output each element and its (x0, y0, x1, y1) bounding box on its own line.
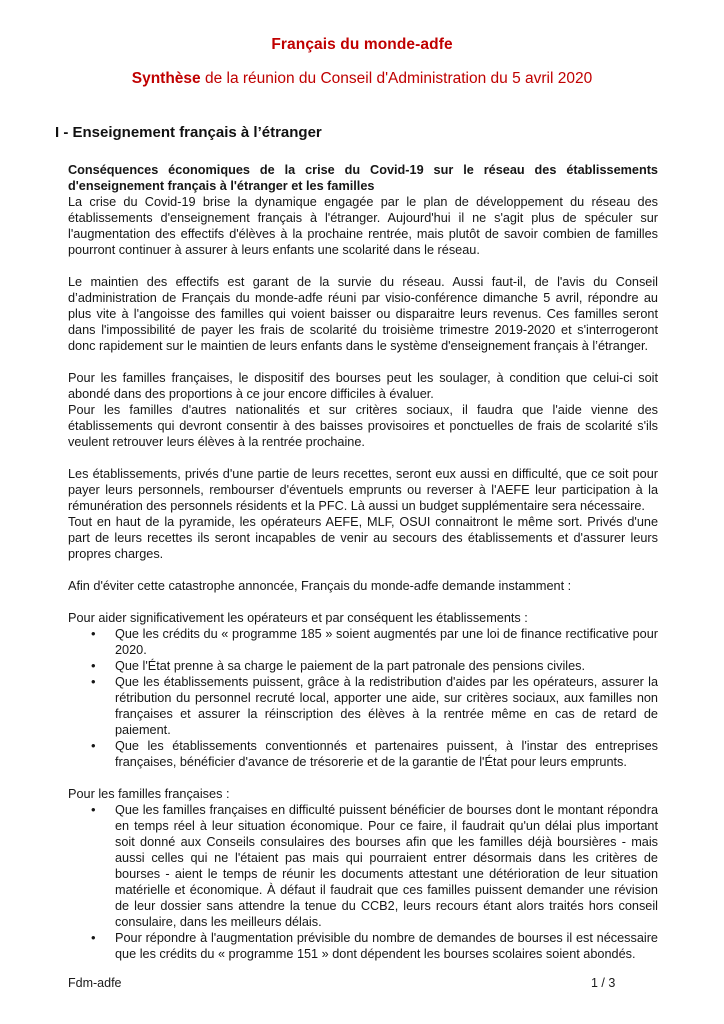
paragraph-familles-francaises-bourses: Pour les familles françaises, le dispositif des bourses peut les soulager, à condition que celui-ci soit abondé dans des proportions à ce jour encore difficiles à évaluer. (68, 371, 658, 401)
bullet-item: • Que les établissements puissent, grâce à la redistribution d'aides par les opérateurs, assurer la rétribution du personnel recruté local, apporter une aide, sur critères sociaux, aux familles non françaises et assurer la réinscription des élèves à la rentrée même en cas de retard de paiement. (115, 674, 658, 738)
paragraph-demande-instamment: Afin d'éviter cette catastrophe annoncée, Français du monde-adfe demande instamment : (68, 579, 572, 593)
paragraph-familles-autres-nationalites: Pour les familles d'autres nationalités et sur critères sociaux, il faudra que l'aide vienne des établissements qui devront consentir à des baisses provisoires et ponctuelles de frais de scolarité s'ils veulent retrouver leurs élèves à la rentrée prochaine. (68, 403, 658, 449)
document-body (68, 162, 658, 962)
paragraph-families-intro: Pour les familles françaises : (68, 787, 230, 801)
paragraph-intro-heading: Conséquences économiques de la crise du Covid-19 sur le réseau des établissements d'enseignement français à l'étranger et les familles (68, 163, 658, 193)
section-heading: I - Enseignement français à l’étranger (55, 124, 322, 141)
document-subtitle-rest: de la réunion du Conseil d'Administration du 5 avril 2020 (200, 70, 593, 87)
paragraph-maintien-effectifs: Le maintien des effectifs est garant de la survie du réseau. Aussi faut-il, de l'avis du Conseil d’administration de Français du monde-adfe réuni par visio-conférence dimanche 5 avril, répondre au plus vite à l'angoisse des familles qui voient baisser ou disparaitre leurs revenus. Ces familles seront dans l'impossibilité de payer les frais de scolarité du troisième trimestre 2019-2020 et s'interrogeront donc rapidement sur le maintien de leurs enfants dans le système d'enseignement français à l’étranger. (68, 275, 658, 353)
paragraph-etablissements-difficulte: Les établissements, privés d'une partie de leurs recettes, seront eux aussi en difficulté, que ce soit pour payer leurs personnels, rembourser d'éventuels emprunts ou reverser à l'AEFE leur participation à la rémunération des personnels résidents et la PFC. Là aussi un budget supplémentaire sera nécessaire. (68, 467, 658, 513)
paragraph-operateurs-sort: Tout en haut de la pyramide, les opérateurs AEFE, MLF, OSUI connaitront le même sort. Privés d'une part de leurs recettes ils seront incapables de venir au secours des établissements et d'assurer leurs propres charges. (68, 515, 658, 561)
paragraph-crise-covid: La crise du Covid-19 brise la dynamique engagée par le plan de développement du réseau des établissements d'enseignement français à l'étranger. Aujourd'hui il ne s'agit plus de spéculer sur l'augmentation des effectifs d'élèves à la prochaine rentrée, mais plutôt de savoir combien de familles pourront continuer à assurer à leurs enfants une scolarité dans le réseau. (68, 195, 658, 257)
bullet-item: • Pour répondre à l'augmentation prévisible du nombre de demandes de bourses il est nécessaire que les crédits du « programme 151 » dont dépendent les bourses scolaires soient abondés. (115, 930, 658, 962)
document-org-title: Français du monde-adfe (271, 36, 453, 53)
footer-doc-name: Fdm-adfe (68, 976, 122, 990)
bullet-item: • Que les familles françaises en difficulté puissent bénéficier de bourses dont le montant répondra en temps réel à leur situation économique. Pour ce faire, il faudrait qu'un délai plus important soit donné aux Conseils consulaires des bourses afin que les familles déjà boursières - mais aussi celles qui ne l'étaient pas mais qui pourraient entrer désormais dans les critères de bourses - aient le temps de réunir les documents attestant une détérioration de leur situation matérielle et économique. À défaut il faudrait que ces familles puissent demander une révision de leur dossier sans attendre la tenue du CCB2, leurs recours étant alors traités hors conseil consulaire, dans les meilleurs délais. (115, 802, 658, 930)
document-subtitle (0, 70, 724, 88)
operators-bullet-list (68, 626, 658, 770)
document-subtitle-lead: Synthèse (131, 70, 201, 87)
bullet-item: • Que les établissements conventionnés et partenaires puissent, à l'instar des entreprises françaises, bénéficier d'avance de trésorerie et de la garantie de l'État pour leurs emprunts. (115, 738, 658, 770)
bullet-item: • Que les crédits du « programme 185 » soient augmentés par une loi de finance rectificative pour 2020. (115, 626, 658, 658)
paragraph-operators-intro: Pour aider significativement les opérateurs et par conséquent les établissements : (68, 611, 528, 625)
footer-page-number: 1 / 3 (591, 976, 616, 990)
bullet-item: • Que l'État prenne à sa charge le paiement de la part patronale des pensions civiles. (115, 658, 658, 674)
families-bullet-list (68, 802, 658, 962)
